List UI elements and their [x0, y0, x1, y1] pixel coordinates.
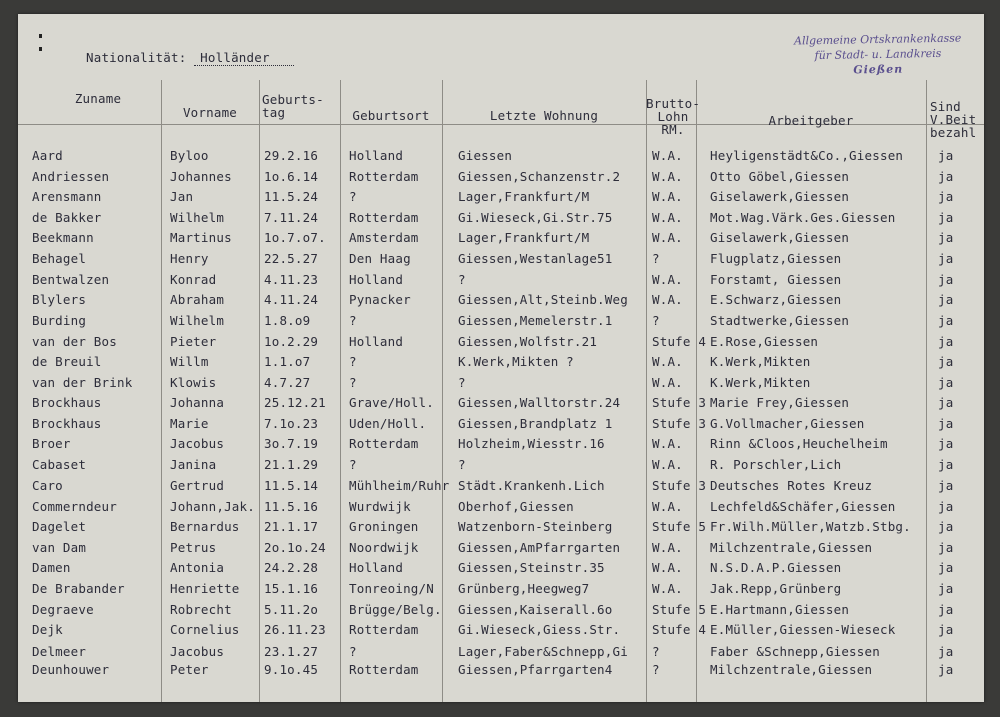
birth-date-cell: 21.1.17 — [264, 519, 319, 534]
stamp-line-3: Gießen — [853, 62, 904, 77]
birth-date-cell: 7.11.24 — [264, 210, 319, 225]
employer-cell: Stadtwerke,Giessen — [710, 313, 850, 328]
employer-cell: Giselawerk,Giessen — [710, 230, 850, 245]
nationality-value: Holländer — [194, 50, 294, 66]
contribution-paid-cell: ja — [938, 395, 954, 410]
gross-wage-cell: W.A. — [652, 148, 683, 163]
table-row — [18, 375, 984, 395]
first-name-cell: Henry — [170, 251, 209, 266]
table-row — [18, 436, 984, 456]
birth-date-cell: 24.2.28 — [264, 560, 319, 575]
birth-place-cell: Holland — [349, 272, 404, 287]
last-address-cell: ? — [458, 457, 466, 472]
first-name-cell: Wilhelm — [170, 313, 225, 328]
last-address-cell: Gi.Wieseck,Gi.Str.75 — [458, 210, 613, 225]
table-row — [18, 354, 984, 374]
gross-wage-cell: W.A. — [652, 457, 683, 472]
contribution-paid-cell: ja — [938, 334, 954, 349]
contribution-paid-cell: ja — [938, 436, 954, 451]
table-row — [18, 210, 984, 230]
table-row — [18, 334, 984, 354]
first-name-cell: Janina — [170, 457, 217, 472]
surname-cell: Aard — [32, 148, 63, 163]
surname-cell: De Brabander — [32, 581, 125, 596]
last-address-cell: Lager,Frankfurt/M — [458, 189, 590, 204]
table-row — [18, 251, 984, 271]
employer-cell: Forstamt, Giessen — [710, 272, 842, 287]
gross-wage-cell: ? — [652, 313, 660, 328]
surname-cell: Broer — [32, 436, 71, 451]
birth-place-cell: ? — [349, 375, 357, 390]
last-address-cell: Giessen,Westanlage51 — [458, 251, 613, 266]
gross-wage-cell: W.A. — [652, 354, 683, 369]
employer-cell: Mot.Wag.Värk.Ges.Giessen — [710, 210, 896, 225]
first-name-cell: Petrus — [170, 540, 217, 555]
gross-wage-cell: Stufe 3 — [652, 395, 707, 410]
birth-place-cell: Pynacker — [349, 292, 411, 307]
contribution-paid-cell: ja — [938, 644, 954, 659]
birth-date-cell: 5.11.2o — [264, 602, 319, 617]
surname-cell: Brockhaus — [32, 416, 102, 431]
table-row — [18, 169, 984, 189]
first-name-cell: Antonia — [170, 560, 225, 575]
employer-cell: Giselawerk,Giessen — [710, 189, 850, 204]
surname-cell: Caro — [32, 478, 63, 493]
employer-cell: E.Rose,Giessen — [710, 334, 819, 349]
insurance-stamp — [778, 30, 979, 78]
gross-wage-cell: W.A. — [652, 210, 683, 225]
table-row — [18, 457, 984, 477]
last-address-cell: ? — [458, 375, 466, 390]
last-address-cell: Lager,Frankfurt/M — [458, 230, 590, 245]
contribution-paid-cell: ja — [938, 478, 954, 493]
contribution-paid-cell: ja — [938, 560, 954, 575]
first-name-cell: Jan — [170, 189, 194, 204]
birth-place-cell: Uden/Holl. — [349, 416, 427, 431]
birth-place-cell: Noordwijk — [349, 540, 419, 555]
gross-wage-cell: W.A. — [652, 230, 683, 245]
birth-place-cell: ? — [349, 354, 357, 369]
gross-wage-cell: W.A. — [652, 169, 683, 184]
stamp-line-1: Allgemeine Ortskrankenkasse — [793, 31, 962, 48]
employer-cell: E.Müller,Giessen-Wieseck — [710, 622, 896, 637]
employer-cell: K.Werk,Mikten — [710, 354, 811, 369]
table-row — [18, 622, 984, 642]
birth-date-cell: 21.1.29 — [264, 457, 319, 472]
header-geburtsort: Geburtsort — [352, 108, 430, 123]
surname-cell: Dejk — [32, 622, 63, 637]
table-row — [18, 189, 984, 209]
contribution-paid-cell: ja — [938, 499, 954, 514]
header-letzte-wohnung: Letzte Wohnung — [489, 108, 599, 123]
last-address-cell: Giessen,Kaiserall.6o — [458, 602, 613, 617]
employer-cell: G.Vollmacher,Giessen — [710, 416, 865, 431]
contribution-paid-cell: ja — [938, 375, 954, 390]
birth-place-cell: ? — [349, 644, 357, 659]
last-address-cell: Giessen,Steinstr.35 — [458, 560, 605, 575]
last-address-cell: Giessen,Pfarrgarten4 — [458, 662, 613, 677]
document-page — [18, 14, 984, 702]
employer-cell: Milchzentrale,Giessen — [710, 662, 873, 677]
last-address-cell: Lager,Faber&Schnepp,Gi — [458, 644, 628, 659]
birth-date-cell: 11.5.16 — [264, 499, 319, 514]
birth-date-cell: 1o.7.o7. — [264, 230, 326, 245]
gross-wage-cell: W.A. — [652, 272, 683, 287]
first-name-cell: Jacobus — [170, 644, 225, 659]
contribution-paid-cell: ja — [938, 354, 954, 369]
gross-wage-cell: Stufe 5 — [652, 519, 707, 534]
surname-cell: Andriessen — [32, 169, 110, 184]
employer-cell: Flugplatz,Giessen — [710, 251, 842, 266]
first-name-cell: Jacobus — [170, 436, 225, 451]
header-brutto-lohn: Brutto- Lohn RM. — [646, 96, 701, 137]
gross-wage-cell: ? — [652, 662, 660, 677]
contribution-paid-cell: ja — [938, 230, 954, 245]
birth-place-cell: ? — [349, 189, 357, 204]
employer-cell: N.S.D.A.P.Giessen — [710, 560, 842, 575]
gross-wage-cell: W.A. — [652, 375, 683, 390]
table-row — [18, 602, 984, 622]
surname-cell: Behagel — [32, 251, 87, 266]
first-name-cell: Johann,Jak. — [170, 499, 255, 514]
last-address-cell: Giessen,Brandplatz 1 — [458, 416, 613, 431]
contribution-paid-cell: ja — [938, 210, 954, 225]
employer-cell: E.Schwarz,Giessen — [710, 292, 842, 307]
table-row — [18, 478, 984, 498]
punch-mark — [39, 34, 42, 38]
surname-cell: van der Bos — [32, 334, 117, 349]
last-address-cell: Holzheim,Wiesstr.16 — [458, 436, 605, 451]
surname-cell: Dagelet — [32, 519, 87, 534]
surname-cell: Arensmann — [32, 189, 102, 204]
employer-cell: Faber &Schnepp,Giessen — [710, 644, 880, 659]
first-name-cell: Willm — [170, 354, 209, 369]
header-zuname: Zuname — [74, 91, 122, 106]
header-arbeitgeber: Arbeitgeber — [768, 113, 854, 128]
header-geburtstag: Geburts- tag — [262, 92, 324, 120]
last-address-cell: Städt.Krankenh.Lich — [458, 478, 605, 493]
contribution-paid-cell: ja — [938, 540, 954, 555]
birth-date-cell: 11.5.24 — [264, 189, 319, 204]
surname-cell: Cabaset — [32, 457, 87, 472]
first-name-cell: Martinus — [170, 230, 232, 245]
birth-place-cell: Holland — [349, 334, 404, 349]
birth-date-cell: 9.1o.45 — [264, 662, 319, 677]
table-row — [18, 499, 984, 519]
first-name-cell: Wilhelm — [170, 210, 225, 225]
surname-cell: Deunhouwer — [32, 662, 110, 677]
surname-cell: Burding — [32, 313, 87, 328]
employer-cell: Rinn &Cloos,Heuchelheim — [710, 436, 888, 451]
contribution-paid-cell: ja — [938, 622, 954, 637]
birth-date-cell: 26.11.23 — [264, 622, 326, 637]
first-name-cell: Konrad — [170, 272, 217, 287]
contribution-paid-cell: ja — [938, 272, 954, 287]
contribution-paid-cell: ja — [938, 189, 954, 204]
gross-wage-cell: W.A. — [652, 292, 683, 307]
gross-wage-cell: Stufe 3 — [652, 478, 707, 493]
birth-date-cell: 7.1o.23 — [264, 416, 319, 431]
birth-place-cell: Rotterdam — [349, 622, 419, 637]
birth-date-cell: 23.1.27 — [264, 644, 319, 659]
contribution-paid-cell: ja — [938, 457, 954, 472]
table-row — [18, 662, 984, 682]
table-row — [18, 272, 984, 292]
gross-wage-cell: Stufe 5 — [652, 602, 707, 617]
nationality-label: Nationalität: — [86, 50, 187, 65]
surname-cell: Commerndeur — [32, 499, 117, 514]
birth-place-cell: Groningen — [349, 519, 419, 534]
table-row — [18, 519, 984, 539]
first-name-cell: Johanna — [170, 395, 225, 410]
gross-wage-cell: W.A. — [652, 499, 683, 514]
birth-date-cell: 1.1.o7 — [264, 354, 311, 369]
gross-wage-cell: W.A. — [652, 560, 683, 575]
surname-cell: Degraeve — [32, 602, 94, 617]
table-row — [18, 416, 984, 436]
gross-wage-cell: ? — [652, 251, 660, 266]
last-address-cell: Giessen,Wolfstr.21 — [458, 334, 598, 349]
surname-cell: Brockhaus — [32, 395, 102, 410]
first-name-cell: Robrecht — [170, 602, 232, 617]
birth-date-cell: 1o.2.29 — [264, 334, 319, 349]
birth-place-cell: Rotterdam — [349, 210, 419, 225]
nationality-line — [86, 50, 294, 65]
employer-cell: Lechfeld&Schäfer,Giessen — [710, 499, 896, 514]
last-address-cell: K.Werk,Mikten ? — [458, 354, 574, 369]
first-name-cell: Johannes — [170, 169, 232, 184]
first-name-cell: Abraham — [170, 292, 225, 307]
birth-date-cell: 1.8.o9 — [264, 313, 311, 328]
gross-wage-cell: W.A. — [652, 189, 683, 204]
employer-cell: Deutsches Rotes Kreuz — [710, 478, 873, 493]
contribution-paid-cell: ja — [938, 148, 954, 163]
contribution-paid-cell: ja — [938, 292, 954, 307]
birth-date-cell: 11.5.14 — [264, 478, 319, 493]
first-name-cell: Gertrud — [170, 478, 225, 493]
last-address-cell: Giessen,Alt,Steinb.Weg — [458, 292, 628, 307]
birth-place-cell: Rotterdam — [349, 662, 419, 677]
table-row — [18, 148, 984, 168]
contribution-paid-cell: ja — [938, 581, 954, 596]
birth-date-cell: 15.1.16 — [264, 581, 319, 596]
surname-cell: van der Brink — [32, 375, 133, 390]
birth-date-cell: 25.12.21 — [264, 395, 326, 410]
birth-date-cell: 3o.7.19 — [264, 436, 319, 451]
employer-cell: R. Porschler,Lich — [710, 457, 842, 472]
table-row — [18, 230, 984, 250]
table-row — [18, 292, 984, 312]
header-beitrag-bezahlt: Sind V.Beit bezahl — [930, 99, 977, 140]
contribution-paid-cell: ja — [938, 519, 954, 534]
table-row — [18, 313, 984, 333]
birth-place-cell: Brügge/Belg. — [349, 602, 442, 617]
first-name-cell: Cornelius — [170, 622, 240, 637]
gross-wage-cell: W.A. — [652, 581, 683, 596]
gross-wage-cell: W.A. — [652, 540, 683, 555]
table-row — [18, 581, 984, 601]
last-address-cell: Grünberg,Heegweg7 — [458, 581, 590, 596]
last-address-cell: Giessen,Memelerstr.1 — [458, 313, 613, 328]
last-address-cell: Watzenborn-Steinberg — [458, 519, 613, 534]
surname-cell: van Dam — [32, 540, 87, 555]
last-address-cell: Giessen — [458, 148, 513, 163]
surname-cell: Delmeer — [32, 644, 87, 659]
birth-date-cell: 1o.6.14 — [264, 169, 319, 184]
contribution-paid-cell: ja — [938, 169, 954, 184]
employer-cell: Marie Frey,Giessen — [710, 395, 850, 410]
gross-wage-cell: ? — [652, 644, 660, 659]
contribution-paid-cell: ja — [938, 602, 954, 617]
surname-cell: Damen — [32, 560, 71, 575]
birth-date-cell: 22.5.27 — [264, 251, 319, 266]
birth-place-cell: Tonreoing/N — [349, 581, 434, 596]
gross-wage-cell: W.A. — [652, 436, 683, 451]
birth-place-cell: Rotterdam — [349, 169, 419, 184]
birth-date-cell: 4.11.23 — [264, 272, 319, 287]
header-vorname: Vorname — [182, 105, 238, 120]
birth-place-cell: Den Haag — [349, 251, 411, 266]
contribution-paid-cell: ja — [938, 416, 954, 431]
birth-place-cell: Wurdwijk — [349, 499, 411, 514]
table-row — [18, 560, 984, 580]
contribution-paid-cell: ja — [938, 662, 954, 677]
birth-place-cell: ? — [349, 457, 357, 472]
employer-cell: K.Werk,Mikten — [710, 375, 811, 390]
surname-cell: de Bakker — [32, 210, 102, 225]
surname-cell: Bentwalzen — [32, 272, 110, 287]
stamp-line-2: für Stadt- u. Landkreis — [814, 46, 942, 63]
birth-date-cell: 29.2.16 — [264, 148, 319, 163]
table-row — [18, 395, 984, 415]
first-name-cell: Henriette — [170, 581, 240, 596]
first-name-cell: Pieter — [170, 334, 217, 349]
last-address-cell: Giessen,Schanzenstr.2 — [458, 169, 621, 184]
birth-date-cell: 4.11.24 — [264, 292, 319, 307]
birth-place-cell: Rotterdam — [349, 436, 419, 451]
birth-place-cell: Holland — [349, 148, 404, 163]
contribution-paid-cell: ja — [938, 313, 954, 328]
first-name-cell: Marie — [170, 416, 209, 431]
birth-date-cell: 4.7.27 — [264, 375, 311, 390]
table-row — [18, 540, 984, 560]
employer-cell: Jak.Repp,Grünberg — [710, 581, 842, 596]
employer-cell: Otto Göbel,Giessen — [710, 169, 850, 184]
surname-cell: de Breuil — [32, 354, 102, 369]
birth-place-cell: Grave/Holl. — [349, 395, 434, 410]
surname-cell: Blylers — [32, 292, 87, 307]
first-name-cell: Klowis — [170, 375, 217, 390]
last-address-cell: Giessen,Walltorstr.24 — [458, 395, 621, 410]
first-name-cell: Bernardus — [170, 519, 240, 534]
contribution-paid-cell: ja — [938, 251, 954, 266]
birth-date-cell: 2o.1o.24 — [264, 540, 326, 555]
employer-cell: Milchzentrale,Giessen — [710, 540, 873, 555]
birth-place-cell: Mühlheim/Ruhr — [349, 478, 450, 493]
employer-cell: Heyligenstädt&Co.,Giessen — [710, 148, 904, 163]
last-address-cell: Gi.Wieseck,Giess.Str. — [458, 622, 621, 637]
gross-wage-cell: Stufe 4 — [652, 334, 707, 349]
surname-cell: Beekmann — [32, 230, 94, 245]
last-address-cell: Giessen,AmPfarrgarten — [458, 540, 621, 555]
first-name-cell: Byloo — [170, 148, 209, 163]
last-address-cell: Oberhof,Giessen — [458, 499, 574, 514]
employer-cell: E.Hartmann,Giessen — [710, 602, 850, 617]
gross-wage-cell: Stufe 3 — [652, 416, 707, 431]
birth-place-cell: ? — [349, 313, 357, 328]
gross-wage-cell: Stufe 4 — [652, 622, 707, 637]
table-row — [18, 644, 984, 664]
birth-place-cell: Amsterdam — [349, 230, 419, 245]
employer-cell: Fr.Wilh.Müller,Watzb.Stbg. — [710, 519, 911, 534]
punch-mark — [39, 47, 42, 51]
birth-place-cell: Holland — [349, 560, 404, 575]
first-name-cell: Peter — [170, 662, 209, 677]
last-address-cell: ? — [458, 272, 466, 287]
